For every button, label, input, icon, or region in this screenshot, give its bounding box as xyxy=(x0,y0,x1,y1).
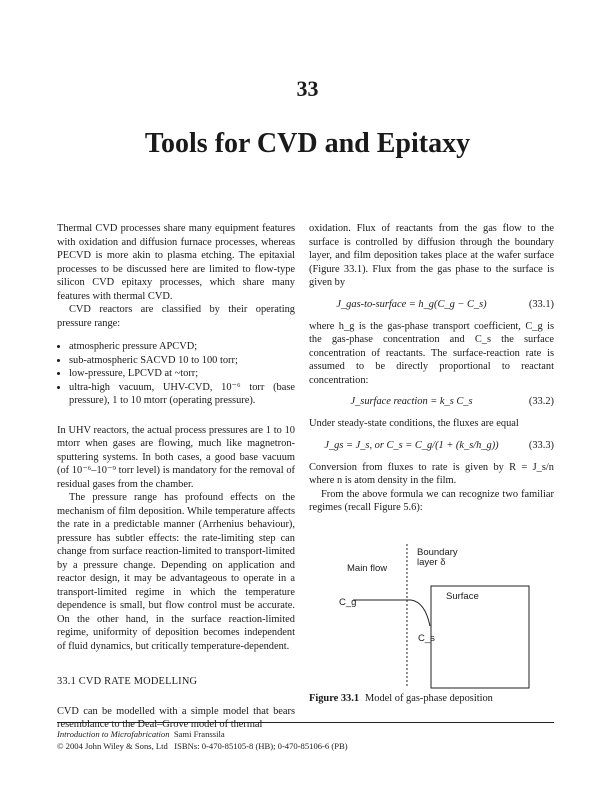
list-item: • ultra-high vacuum, UHV-CVD, 10⁻⁶ torr (base pressure), 1 to 10 mtorr (operating pressure). xyxy=(69,381,295,408)
paragraph: Thermal CVD processes share many equipment features with oxidation and diffusion furnace processes, whereas PECVD is more akin to plasma etching. The epitaxial processes to be discussed here are limited to flow-type silicon CVD epitaxy processes, which share many features with thermal CVD. xyxy=(57,223,295,302)
footer-line-2 xyxy=(57,740,348,752)
paragraph: In UHV reactors, the actual process pressures are 1 to 10 mtorr when gases are flowing, much like magnetron-sputtering systems. In both cases, a good base vacuum (of 10⁻⁶–10⁻⁹ torr level) is mandatory for the removal of residual gases from the chamber. xyxy=(57,424,295,490)
right-column xyxy=(309,222,554,515)
equation-body: J_gs = J_s, or C_s = C_g/(1 + (k_s/h_g)) xyxy=(324,439,499,451)
section-heading: 33.1 CVD RATE MODELLING xyxy=(57,676,198,687)
equation-body: J_surface reaction = k_s C_s xyxy=(350,396,473,407)
paragraph: CVD reactors are classified by their operating pressure range: xyxy=(57,304,295,329)
footer-line-1 xyxy=(57,728,348,740)
paragraph: Conversion from fluxes to rate is given by R = J_s/n where n is atom density in the film. xyxy=(309,461,554,486)
equation-number: (33.2) xyxy=(528,396,554,407)
equation-number: (33.3) xyxy=(528,439,554,451)
list-item: • atmospheric pressure APCVD; xyxy=(69,340,295,354)
list-item: • low-pressure, LPCVD at ~torr; xyxy=(69,367,295,381)
pressure-range-list xyxy=(57,340,295,408)
paragraph: From the above formula we can recognize two familiar regimes (recall Figure 5.6): xyxy=(309,488,554,513)
list-item: • sub-atmospheric SACVD 10 to 100 torr; xyxy=(69,354,295,368)
equation-33-1 xyxy=(309,294,554,316)
cg-label: C_g xyxy=(339,597,357,608)
book-title: Introduction to Microfabrication xyxy=(57,729,170,739)
main-flow-label: Main flow xyxy=(347,563,388,574)
cs-label: C_s xyxy=(418,633,435,644)
footer-divider xyxy=(57,722,554,723)
copyright: © 2004 John Wiley & Sons, Ltd xyxy=(57,741,168,751)
surface-label: Surface xyxy=(446,591,479,602)
concentration-profile-curve xyxy=(353,600,430,626)
equation-33-2 xyxy=(309,391,554,413)
isbn: ISBNs: 0-470-85105-8 (HB); 0-470-85106-6 (PB) xyxy=(174,741,348,751)
equation-33-3 xyxy=(309,435,554,457)
figure-deposition-model xyxy=(309,540,554,690)
author: Sami Franssila xyxy=(173,729,225,739)
caption-text: Model of gas-phase deposition xyxy=(365,693,493,704)
paragraph: The pressure range has profound effects on the mechanism of film deposition. While temperature affects the rate in a predictable manner (Arrhenius behaviour), pressure has subtler effects: the rate-limiting step can change from surface reaction-limited to transport-limited by a pressure change. Depending on application and reactor design, it may be advantageous to operate in a transport-limited regime in which the temperature dependence is small, but flow control must be accurate. On the other hand, in the surface reaction-limited regime, uniformity of deposition becomes independent of fluid dynamics, but critically temperature-dependent. xyxy=(57,492,295,652)
equation-number: (33.1) xyxy=(528,298,554,310)
footer xyxy=(57,728,348,752)
paragraph: Under steady-state conditions, the fluxes are equal xyxy=(309,418,519,429)
chapter-number: 33 xyxy=(296,76,319,101)
boundary-layer-label: Boundary layer δ xyxy=(417,547,458,568)
caption-number: Figure 33.1 xyxy=(309,693,360,704)
paragraph: CVD can be modelled with a simple model that bears resemblance to the Deal–Grove model of thermal xyxy=(57,705,295,730)
paragraph: where h_g is the gas-phase transport coefficient, C_g is the gas-phase concentration and C_s the surface concentration of reactants. The surface-reaction rate is assumed to be directly proportional to reactant concentration: xyxy=(309,320,554,386)
paragraph: oxidation. Flux of reactants from the gas flow to the surface is controlled by diffusion through the boundary layer, and film deposition takes place at the wafer surface (Figure 33.1). Flux from the gas phase to the surface is given by xyxy=(309,223,554,288)
equation-body: J_gas-to-surface = h_g(C_g − C_s) xyxy=(336,298,487,310)
left-column xyxy=(57,222,295,732)
figure-caption xyxy=(309,693,493,704)
chapter-title: Tools for CVD and Epitaxy xyxy=(144,128,471,159)
